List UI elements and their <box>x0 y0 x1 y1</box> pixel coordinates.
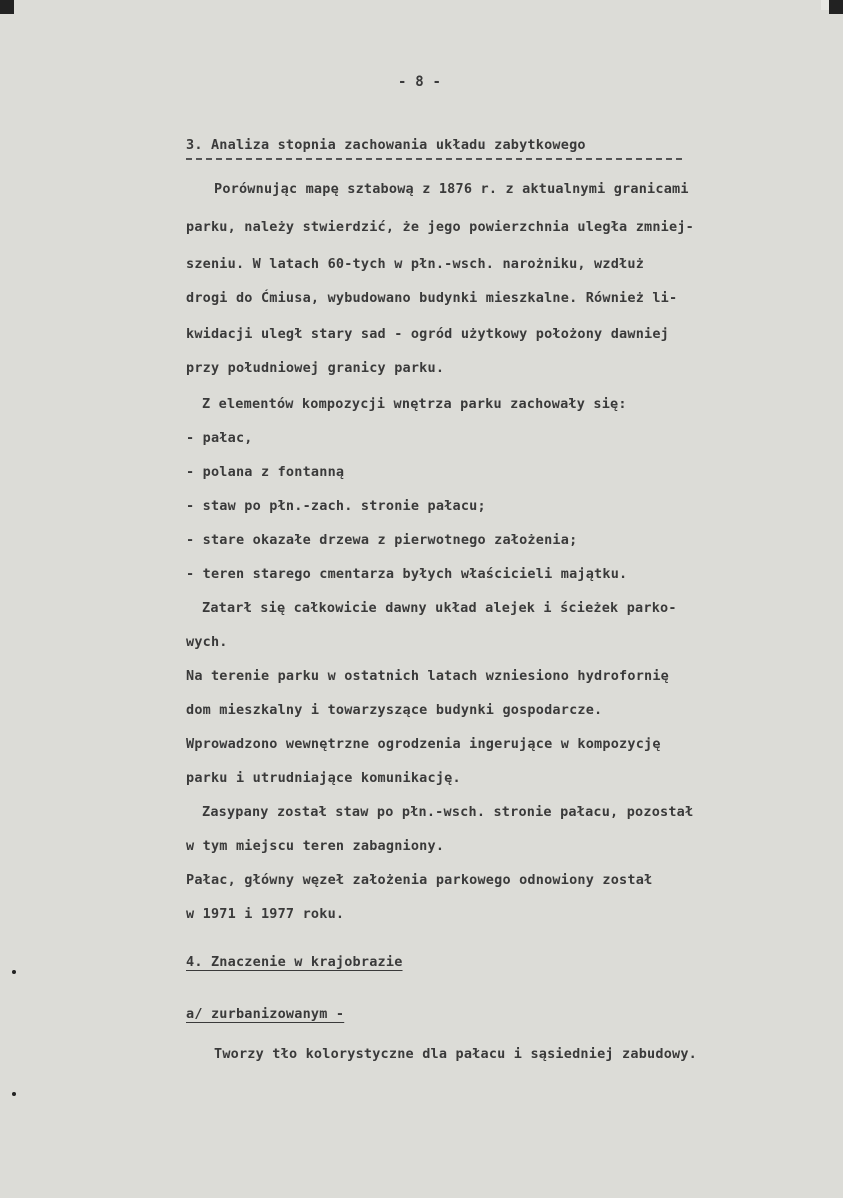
paragraph-line: przy południowej granicy parku. <box>186 360 445 376</box>
paragraph-line: Wprowadzono wewnętrzne ogrodzenia ingerujące w kompozycję <box>186 736 661 752</box>
list-item: - pałac, <box>186 430 253 446</box>
paragraph-line: Zatarł się całkowicie dawny układ alejek i ścieżek parko- <box>202 600 677 616</box>
paragraph-line: w 1971 i 1977 roku. <box>186 906 345 922</box>
paragraph-line: Na terenie parku w ostatnich latach wzniesiono hydrofornię <box>186 668 670 684</box>
section-4-heading: 4. Znaczenie w krajobrazie <box>186 954 403 970</box>
paragraph-line: Zasypany został staw po płn.-wsch. stronie pałacu, pozostał <box>202 804 694 820</box>
paragraph-line: dom mieszkalny i towarzyszące budynki gospodarcze. <box>186 702 603 718</box>
paragraph-line: kwidacji uległ stary sad - ogród użytkowy położony dawniej <box>186 326 670 342</box>
list-item: - polana z fontanną <box>186 464 345 480</box>
paragraph-line: szeniu. W latach 60-tych w płn.-wsch. narożniku, wzdłuż <box>186 256 645 272</box>
paragraph-line: parku, należy stwierdzić, że jego powierzchnia uległa zmniej- <box>186 219 694 235</box>
list-intro: Z elementów kompozycji wnętrza parku zachowały się: <box>202 396 627 412</box>
subsection-a-heading: a/ zurbanizowanym - <box>186 1006 345 1022</box>
paragraph-line: Porównując mapę sztabową z 1876 r. z aktualnymi granicami <box>214 181 689 197</box>
list-item: - teren starego cmentarza byłych właścicieli majątku. <box>186 566 628 582</box>
paragraph-line: w tym miejscu teren zabagniony. <box>186 838 445 854</box>
paragraph-line: parku i utrudniające komunikację. <box>186 770 461 786</box>
margin-dot <box>12 970 16 974</box>
heading-dashed-underline <box>186 158 682 160</box>
section-3-heading: 3. Analiza stopnia zachowania układu zabytkowego <box>186 137 586 153</box>
list-item: - staw po płn.-zach. stronie pałacu; <box>186 498 486 514</box>
scan-corner-mark <box>0 0 14 14</box>
list-item: - stare okazałe drzewa z pierwotnego założenia; <box>186 532 578 548</box>
paragraph-line: Pałac, główny węzeł założenia parkowego odnowiony został <box>186 872 653 888</box>
page-number: - 8 - <box>398 74 442 90</box>
paragraph-line: Tworzy tło kolorystyczne dla pałacu i sąsiedniej zabudowy. <box>214 1046 698 1062</box>
margin-dot <box>12 1092 16 1096</box>
paragraph-line: drogi do Ćmiusa, wybudowano budynki mieszkalne. Również li- <box>186 290 678 306</box>
paragraph-line: wych. <box>186 634 228 650</box>
scan-corner-notch <box>821 0 829 10</box>
scan-corner-mark <box>829 0 843 14</box>
